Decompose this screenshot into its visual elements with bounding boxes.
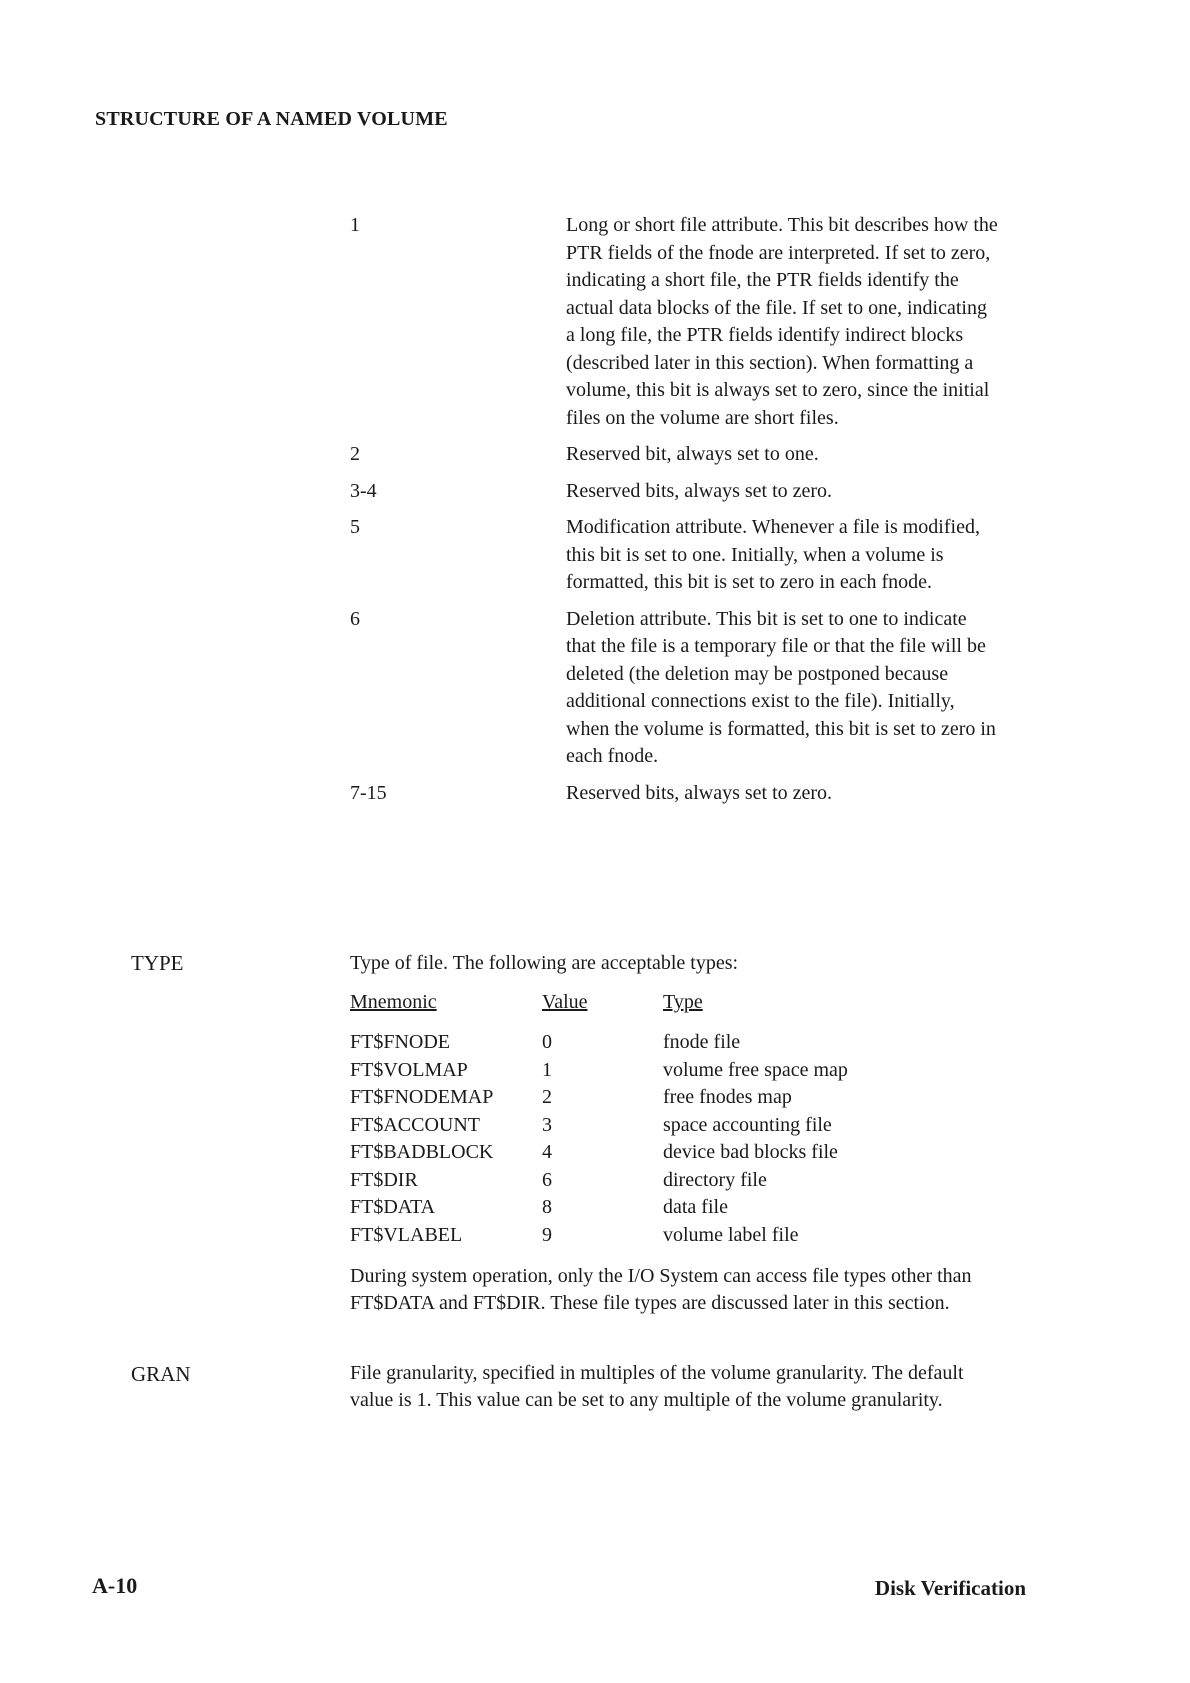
bit-number: 3-4 [350, 479, 377, 502]
cell-value: 2 [542, 1086, 552, 1108]
bit-number: 1 [350, 214, 360, 236]
cell-type: directory file [663, 1168, 767, 1191]
gran-field-label: GRAN [131, 1362, 191, 1386]
bit-description: Reserved bit, always set to one. [566, 443, 819, 465]
bit-definitions-list [350, 212, 1000, 816]
bit-row-1 [350, 212, 1000, 432]
table-row [350, 1139, 1003, 1167]
column-header-type: Type [663, 991, 703, 1013]
cell-value: 0 [542, 1031, 552, 1053]
cell-mnemonic: FT$DIR [350, 1168, 418, 1191]
bit-description: Reserved bits, always set to zero. [566, 781, 833, 804]
table-row [350, 1222, 1003, 1250]
cell-mnemonic: FT$FNODE [350, 1031, 451, 1053]
bit-number: 5 [350, 516, 360, 538]
cell-value: 1 [542, 1058, 552, 1081]
bit-row-7-15 [350, 780, 1000, 808]
type-field-section [350, 950, 1010, 1317]
bit-description: Deletion attribute. This bit is set to one to indicate that the file is a temporary file or that the file will be deleted (the deletion may be postponed because additional connections exist to the file). Initially, when the volume is formatted, this bit is set to zero in each fnode. [566, 607, 996, 767]
bit-number: 7-15 [350, 781, 387, 804]
cell-mnemonic: FT$DATA [350, 1196, 436, 1218]
page-header-title: STRUCTURE OF A NAMED VOLUME [95, 108, 448, 130]
table-row [350, 1057, 1003, 1085]
cell-type: space accounting file [663, 1113, 832, 1136]
cell-type: device bad blocks file [663, 1141, 838, 1163]
bit-description: Modification attribute. Whenever a file is modified, this bit is set to one. Initially, when a volume is formatted, this bit is set to zero in each fnode. [566, 516, 980, 593]
cell-type: free fnodes map [663, 1086, 792, 1108]
bit-description: Long or short file attribute. This bit describes how the PTR fields of the fnode are interpreted. If set to zero, indicating a short file, the PTR fields identify the actual data blocks of the file. If set to one, indicating a long file, the PTR fields identify indirect blocks (described later in this section). When formatting a volume, this bit is always set to zero, since the initial files on the volume are short files. [566, 214, 998, 429]
column-header-value: Value [542, 991, 588, 1013]
cell-value: 4 [542, 1141, 552, 1163]
table-row [350, 1167, 1003, 1195]
cell-value: 8 [542, 1196, 552, 1218]
table-row [350, 1029, 1003, 1057]
type-intro-text: Type of file. The following are acceptable types: [350, 952, 739, 974]
bit-row-2 [350, 441, 1000, 469]
cell-mnemonic: FT$VLABEL [350, 1223, 463, 1246]
bit-number: 6 [350, 607, 360, 630]
bit-number: 2 [350, 443, 360, 465]
cell-type: volume label file [663, 1223, 799, 1246]
table-header-row [350, 989, 1003, 1029]
bit-row-6 [350, 606, 1000, 771]
gran-description: File granularity, specified in multiples of the volume granularity. The default value is 1. This value can be set to any multiple of the volume granularity. [350, 1362, 964, 1411]
cell-value: 6 [542, 1168, 552, 1191]
table-row [350, 1112, 1003, 1140]
cell-mnemonic: FT$BADBLOCK [350, 1141, 494, 1163]
table-row [350, 1194, 1003, 1222]
cell-type: fnode file [663, 1031, 741, 1053]
table-row [350, 1084, 1003, 1112]
cell-type: volume free space map [663, 1058, 848, 1081]
footer-section-title: Disk Verification [874, 1576, 1026, 1600]
cell-value: 3 [542, 1113, 552, 1136]
cell-type: data file [663, 1196, 728, 1218]
type-field-label: TYPE [131, 951, 184, 975]
page-number: A-10 [92, 1573, 138, 1598]
cell-mnemonic: FT$ACCOUNT [350, 1113, 481, 1136]
bit-row-5 [350, 514, 1000, 597]
column-header-mnemonic: Mnemonic [350, 991, 437, 1013]
bit-description: Reserved bits, always set to zero. [566, 479, 833, 502]
type-note-text: During system operation, only the I/O System can access file types other than FT$DATA and FT$DIR. These file types are discussed later in this section. [350, 1265, 972, 1314]
cell-value: 9 [542, 1223, 552, 1246]
cell-mnemonic: FT$FNODEMAP [350, 1086, 494, 1108]
bit-row-3-4 [350, 478, 1000, 506]
cell-mnemonic: FT$VOLMAP [350, 1058, 468, 1081]
file-type-table [350, 989, 1003, 1249]
